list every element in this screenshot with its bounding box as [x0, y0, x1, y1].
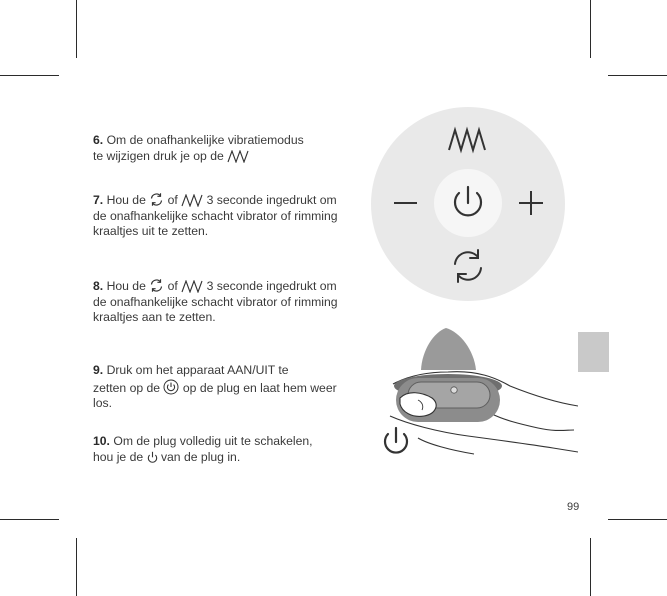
crop-mark — [76, 0, 77, 58]
crop-mark — [608, 519, 667, 520]
step-7: 7. Hou de of 3 seconde ingedrukt om de onafhankelijke schacht vibrator of rimming kraaltjes uit te zetten. — [93, 193, 338, 238]
page-number: 99 — [567, 501, 580, 513]
power-icon — [147, 451, 158, 464]
wave-icon — [227, 150, 249, 163]
crop-mark — [76, 538, 77, 596]
crop-mark — [608, 75, 667, 76]
step-6: 6. Om de onafhankelijke vibratiemodus te wijzigen druk je op de — [93, 133, 304, 163]
power-circle-icon — [163, 379, 179, 395]
hand-plug-illustration — [378, 320, 578, 462]
crop-mark — [590, 0, 591, 58]
crop-mark — [590, 538, 591, 596]
plug-tip — [421, 328, 476, 370]
crop-mark — [0, 75, 59, 76]
wave-icon — [181, 194, 203, 207]
plug-power-button — [451, 387, 457, 393]
cycle-icon — [149, 278, 164, 293]
remote-illustration — [368, 106, 568, 302]
crop-mark — [0, 519, 59, 520]
section-tab — [578, 332, 609, 372]
cycle-icon — [149, 192, 164, 207]
power-icon — [385, 428, 407, 453]
wave-icon — [181, 280, 203, 293]
step-9: 9. Druk om het apparaat AAN/UIT te zetten op de op de plug en laat hem weer los. — [93, 363, 337, 410]
step-10: 10. Om de plug volledig uit te schakelen, hou je de van de plug in. — [93, 434, 313, 464]
step-8: 8. Hou de of 3 seconde ingedrukt om de onafhankelijke schacht vibrator of rimming kraaltjes aan te zetten. — [93, 279, 338, 324]
